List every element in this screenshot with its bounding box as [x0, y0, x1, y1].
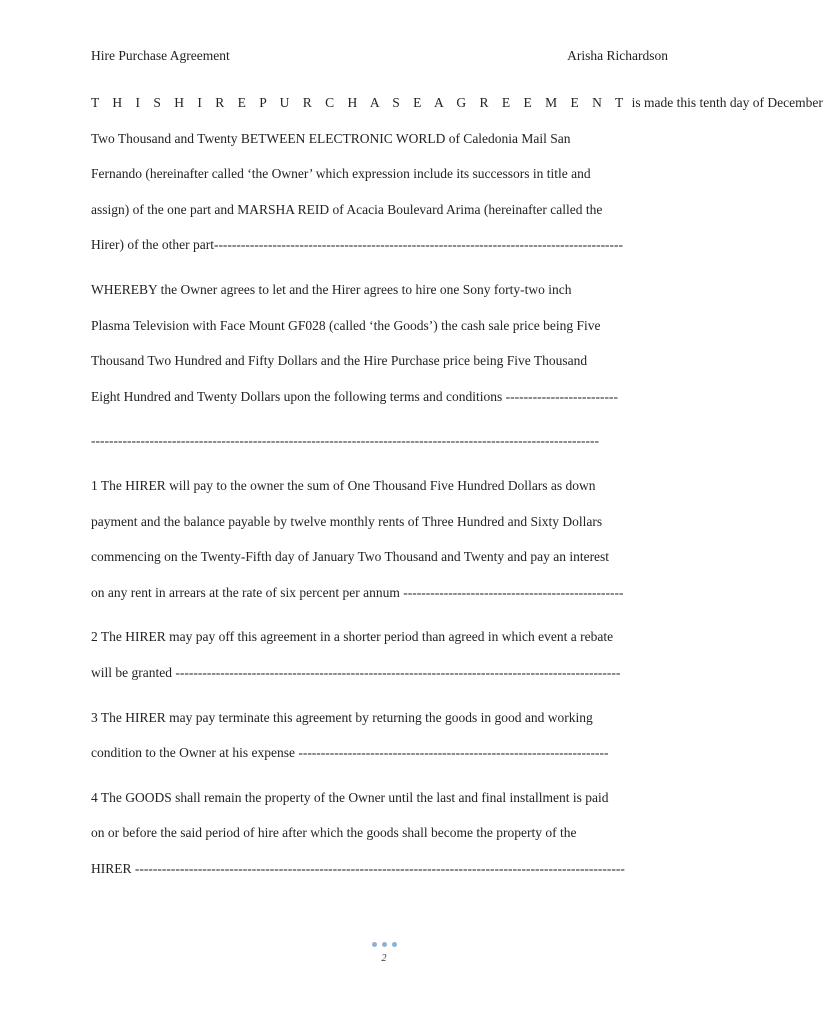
- clause-4-line-1: 4 The GOODS shall remain the property of the Owner until the last and final installment is paid: [91, 789, 609, 805]
- intro-line-4: assign) of the one part and MARSHA REID of Acacia Boulevard Arima (hereinafter called the: [91, 201, 603, 217]
- clause-1-line-3: commencing on the Twenty-Fifth day of January Two Thousand and Twenty and pay an interest: [91, 549, 610, 565]
- clause-1-line-4: on any rent in arrears at the rate of six percent per annum -------------------------------------------------: [91, 584, 624, 600]
- clause-2-line-2: will be granted ---------------------------------------------------------------------------------------------------: [91, 664, 621, 680]
- separator-paragraph: [91, 423, 679, 459]
- clause-4-line-2: on or before the said period of hire after which the goods shall become the property of the: [91, 825, 577, 841]
- footer-dot: [372, 942, 377, 947]
- agreement-title: T H I S H I R E P U R C H A S E A G R E E M E N T: [91, 95, 629, 110]
- header-document-title: Hire Purchase Agreement: [91, 48, 230, 63]
- footer-dots-ornament: [372, 942, 397, 947]
- whereby-line-4: Eight Hundred and Twenty Dollars upon the following terms and conditions -------------------------: [91, 388, 619, 404]
- document-body: [91, 85, 823, 886]
- clause-3-line-1: 3 The HIRER may pay terminate this agreement by returning the goods in good and working: [91, 709, 593, 725]
- intro-line-5: Hirer) of the other part-------------------------------------------------------------------------------------------: [91, 237, 624, 253]
- intro-paragraph: [91, 85, 823, 263]
- clause-4-line-3: HIRER -------------------------------------------------------------------------------------------------------------: [91, 860, 625, 876]
- whereby-line-3: Thousand Two Hundred and Fifty Dollars and the Hire Purchase price being Five Thousand: [91, 353, 588, 369]
- page-footer: [0, 934, 768, 964]
- clause-1-line-2: payment and the balance payable by twelve monthly rents of Three Hundred and Sixty Dollars: [91, 513, 603, 529]
- page-header: [91, 47, 668, 67]
- clause-2-line-1: 2 The HIRER may pay off this agreement in a shorter period than agreed in which event a rebate: [91, 629, 614, 645]
- clause-4: [91, 780, 679, 887]
- footer-dot: [382, 942, 387, 947]
- clause-1: [91, 468, 679, 610]
- page-number: 2: [381, 953, 387, 964]
- header-author: Arisha Richardson: [567, 48, 668, 63]
- whereby-line-2: Plasma Television with Face Mount GF028 (called ‘the Goods’) the cash sale price being Five: [91, 317, 601, 333]
- footer-dot: [392, 942, 397, 947]
- whereby-line-1: WHEREBY the Owner agrees to let and the Hirer agrees to hire one Sony forty-two inch: [91, 281, 572, 297]
- whereby-paragraph: [91, 272, 679, 414]
- intro-line-2: Two Thousand and Twenty BETWEEN ELECTRONIC WORLD of Caledonia Mail San: [91, 130, 571, 146]
- intro-line-1-text: is made this tenth day of December: [628, 95, 823, 110]
- clause-3-line-2: condition to the Owner at his expense ---------------------------------------------------------------------: [91, 745, 609, 761]
- clause-2: [91, 619, 679, 690]
- intro-line-3: Fernando (hereinafter called ‘the Owner’ which expression include its successors in title and: [91, 166, 591, 182]
- clause-1-line-1: 1 The HIRER will pay to the owner the sum of One Thousand Five Hundred Dollars as down: [91, 477, 596, 493]
- separator-line: -----------------------------------------------------------------------------------------------------------------: [91, 433, 600, 449]
- clause-3: [91, 700, 679, 771]
- intro-line-1: [91, 85, 823, 121]
